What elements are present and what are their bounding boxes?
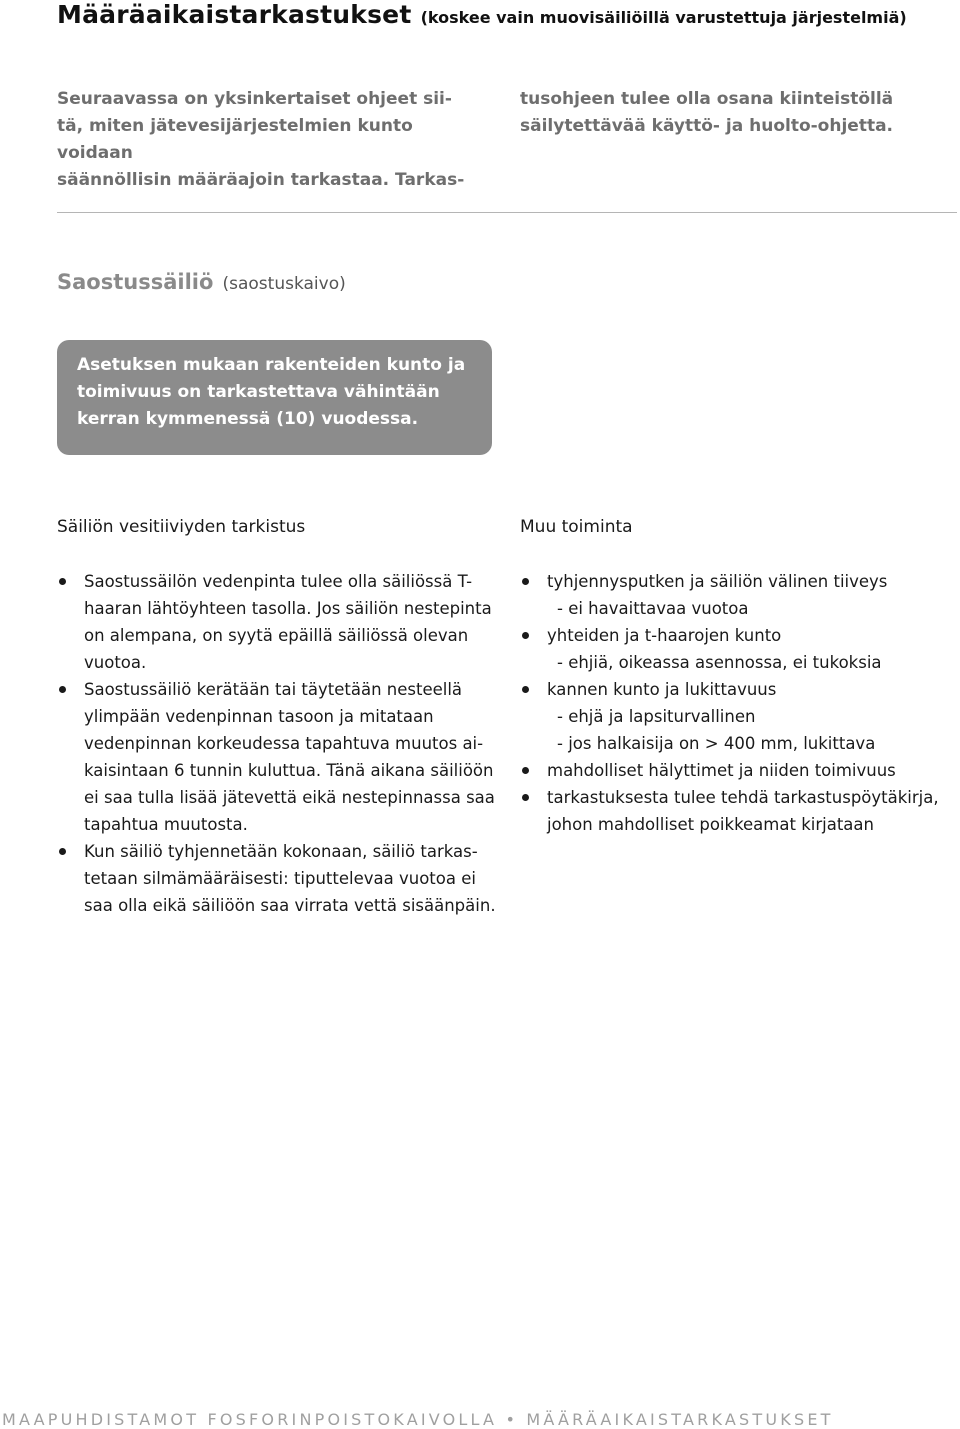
list-item-line: ylimpään vedenpinnan tasoon ja mitataan bbox=[84, 707, 434, 726]
section-subtitle: (saostuskaivo) bbox=[222, 274, 346, 294]
list-item-line: on alempana, on syytä epäillä säiliössä olevan bbox=[84, 626, 469, 645]
list-item bbox=[520, 784, 945, 838]
intro-line: säännöllisin määräajoin tarkastaa. Tarkas- bbox=[57, 170, 465, 190]
intro-line: Seuraavassa on yksinkertaiset ohjeet sii- bbox=[57, 89, 452, 109]
section-heading bbox=[57, 270, 346, 294]
watertightness-list bbox=[57, 568, 497, 919]
other-function-heading: Muu toiminta bbox=[520, 517, 633, 537]
list-item-line: johon mahdolliset poikkeamat kirjataan bbox=[547, 815, 874, 834]
list-item-subline: - ehjä ja lapsiturvallinen bbox=[557, 707, 756, 726]
page-title-row bbox=[57, 0, 907, 29]
notice-line: toimivuus on tarkastettava vähintään bbox=[77, 382, 440, 402]
page-subtitle: (koskee vain muovisäiliöillä varustettuja järjestelmiä) bbox=[420, 8, 907, 27]
list-item-line: Saostussäiliö kerätään tai täytetään nesteellä bbox=[84, 680, 463, 699]
bullet-icon bbox=[522, 578, 529, 585]
intro-line: tusohjeen tulee olla osana kiinteistöllä bbox=[520, 89, 894, 109]
bullet-icon bbox=[59, 686, 66, 693]
other-function-column bbox=[520, 514, 945, 838]
list-item-line: vedenpinnan korkeudessa tapahtuva muutos ai- bbox=[84, 734, 484, 753]
regulation-notice-box bbox=[57, 340, 492, 455]
list-item-line: vuotoa. bbox=[84, 653, 147, 672]
intro-line: tä, miten jätevesijärjestelmien kunto voidaan bbox=[57, 116, 413, 163]
list-item-line: saa olla eikä säiliöön saa virrata vettä sisäänpäin. bbox=[84, 896, 496, 915]
list-item-line: kaisintaan 6 tunnin kuluttua. Tänä aikana säiliöön bbox=[84, 761, 494, 780]
list-item-line: tarkastuksesta tulee tehdä tarkastuspöytäkirja, bbox=[547, 788, 939, 807]
list-item-line: tetaan silmämääräisesti: tiputtelevaa vuotoa ei bbox=[84, 869, 476, 888]
list-item-line: Kun säiliö tyhjennetään kokonaan, säiliö tarkas- bbox=[84, 842, 478, 861]
list-item bbox=[520, 622, 945, 676]
other-function-list bbox=[520, 568, 945, 838]
list-item bbox=[57, 676, 497, 838]
section-divider bbox=[57, 212, 957, 213]
list-item-subline: - ehjiä, oikeassa asennossa, ei tukoksia bbox=[557, 653, 882, 672]
bullet-icon bbox=[522, 686, 529, 693]
watertightness-column bbox=[57, 514, 497, 919]
list-item-line: haaran lähtöyhteen tasolla. Jos säiliön nestepinta bbox=[84, 599, 492, 618]
list-item bbox=[57, 838, 497, 919]
list-item bbox=[520, 757, 945, 784]
list-item-line: tyhjennysputken ja säiliön välinen tiiveys bbox=[547, 572, 888, 591]
watertightness-heading: Säiliön vesitiiviyden tarkistus bbox=[57, 517, 306, 537]
bullet-icon bbox=[59, 848, 66, 855]
list-item bbox=[520, 676, 945, 757]
list-item-line: tapahtua muutosta. bbox=[84, 815, 248, 834]
notice-line: Asetuksen mukaan rakenteiden kunto ja bbox=[77, 355, 466, 375]
bullet-icon bbox=[59, 578, 66, 585]
list-item-subline: - ei havaittavaa vuotoa bbox=[557, 599, 749, 618]
list-item-line: kannen kunto ja lukittavuus bbox=[547, 680, 777, 699]
section-title: Saostussäiliö bbox=[57, 270, 214, 294]
intro-left bbox=[57, 86, 487, 194]
list-item-line: ei saa tulla lisää jätevettä eikä nestepinnassa saa bbox=[84, 788, 495, 807]
notice-line: kerran kymmenessä (10) vuodessa. bbox=[77, 409, 419, 429]
list-item-line: Saostussäilön vedenpinta tulee olla säiliössä T- bbox=[84, 572, 473, 591]
list-item-line: mahdolliset hälyttimet ja niiden toimivuus bbox=[547, 761, 896, 780]
bullet-icon bbox=[522, 794, 529, 801]
intro-line: säilytettävää käyttö- ja huolto-ohjetta. bbox=[520, 116, 894, 136]
list-item bbox=[520, 568, 945, 622]
page-footer: MAAPUHDISTAMOT FOSFORINPOISTOKAIVOLLA • MÄÄRÄAIKAISTARKASTUKSET bbox=[2, 1410, 834, 1429]
bullet-icon bbox=[522, 632, 529, 639]
list-item-line: yhteiden ja t-haarojen kunto bbox=[547, 626, 782, 645]
page-title: Määräaikaistarkastukset bbox=[57, 0, 412, 29]
list-item-subline: - jos halkaisija on > 400 mm, lukittava bbox=[557, 734, 876, 753]
list-item bbox=[57, 568, 497, 676]
intro-right bbox=[520, 86, 940, 140]
bullet-icon bbox=[522, 767, 529, 774]
